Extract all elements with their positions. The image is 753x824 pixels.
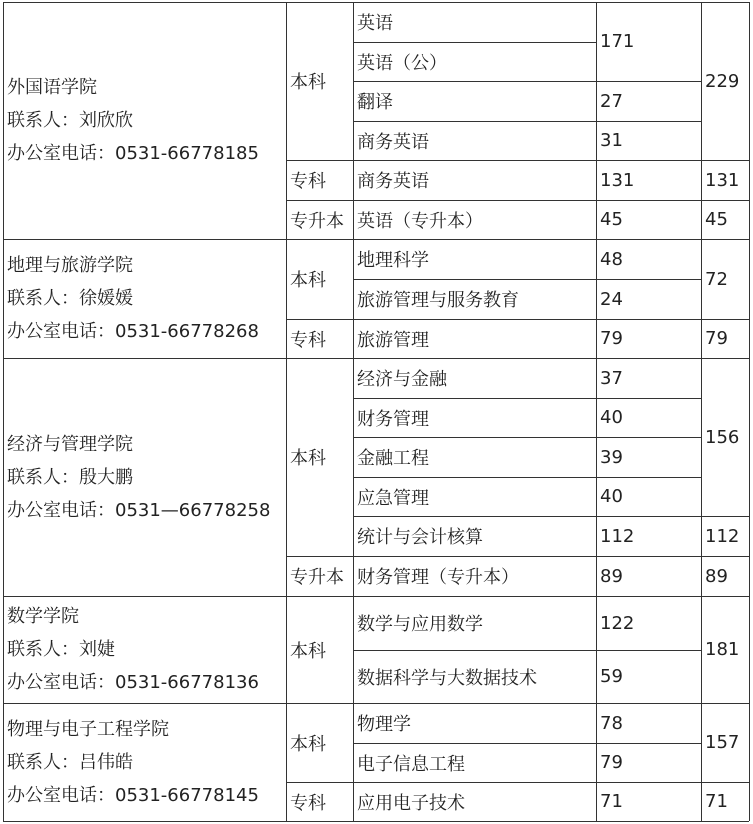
row-divider	[353, 596, 596, 597]
enrollment-total: 131	[705, 169, 740, 191]
row-divider	[286, 556, 353, 557]
row-divider	[596, 358, 701, 359]
college-contact: 联系人：徐媛媛	[7, 288, 133, 309]
row-divider	[596, 596, 701, 597]
column-divider	[749, 319, 750, 358]
college-contact: 联系人：刘欣欣	[7, 110, 133, 131]
major-name: 财务管理（专升本）	[357, 567, 519, 588]
row-divider	[353, 703, 596, 704]
row-divider	[353, 477, 596, 478]
column-divider	[701, 239, 702, 319]
column-divider	[353, 319, 354, 358]
column-divider	[286, 358, 287, 596]
education-level: 专科	[290, 792, 326, 814]
enrollment-count: 78	[600, 712, 623, 734]
column-divider	[3, 239, 4, 358]
column-divider	[701, 556, 702, 596]
major-name: 金融工程	[357, 448, 429, 469]
major-name: 地理科学	[357, 250, 429, 271]
education-level: 专升本	[290, 210, 344, 232]
major-name: 经济与金融	[357, 369, 447, 390]
column-divider	[596, 398, 597, 437]
enrollment-total: 157	[705, 732, 740, 753]
major-name: 物理学	[357, 714, 411, 735]
enrollment-total: 72	[705, 268, 728, 290]
row-divider	[701, 596, 749, 597]
college-name: 外国语学院	[7, 77, 97, 98]
column-divider	[596, 200, 597, 239]
row-divider	[3, 821, 286, 822]
row-divider	[353, 650, 596, 651]
college-contact: 联系人：殷大鹏	[7, 466, 133, 488]
column-divider	[596, 437, 597, 477]
enrollment-count: 171	[600, 31, 635, 52]
row-divider	[596, 160, 701, 161]
row-divider	[353, 782, 596, 783]
college-info	[3, 2, 286, 239]
enrollment-count: 79	[600, 752, 623, 773]
enrollment-total: 79	[705, 328, 728, 349]
column-divider	[749, 516, 750, 556]
college-name: 经济与管理学院	[7, 433, 133, 455]
column-divider	[353, 200, 354, 239]
major-name: 商务英语	[357, 171, 429, 192]
column-divider	[596, 782, 597, 821]
column-divider	[596, 279, 597, 319]
row-divider	[286, 821, 353, 822]
enrollment-count: 40	[600, 486, 623, 507]
column-divider	[701, 358, 702, 516]
row-divider	[353, 121, 596, 122]
major-name: 旅游管理与服务教育	[357, 290, 519, 311]
row-divider	[286, 703, 353, 704]
college-phone: 办公室电话：0531-66778185	[7, 143, 259, 164]
column-divider	[596, 121, 597, 160]
enrollment-count: 112	[600, 525, 635, 547]
column-divider	[286, 239, 287, 358]
row-divider	[3, 239, 286, 240]
college-phone: 办公室电话：0531-66778268	[7, 321, 259, 342]
enrollment-count: 131	[600, 169, 635, 191]
column-divider	[701, 160, 702, 200]
college-details	[7, 600, 259, 699]
row-divider	[596, 121, 701, 122]
enrollment-count: 89	[600, 565, 623, 587]
college-info	[3, 239, 286, 358]
column-divider	[749, 556, 750, 596]
college-phone: 办公室电话：0531-66778145	[7, 784, 259, 806]
column-divider	[596, 239, 597, 279]
row-divider	[596, 2, 701, 3]
column-divider	[596, 358, 597, 398]
row-divider	[596, 556, 701, 557]
column-divider	[286, 2, 287, 239]
enrollment-count: 40	[600, 407, 623, 428]
column-divider	[701, 200, 702, 239]
row-divider	[353, 81, 596, 82]
major-name: 旅游管理	[357, 329, 429, 351]
column-divider	[596, 81, 597, 121]
column-divider	[749, 358, 750, 516]
row-divider	[701, 160, 749, 161]
column-divider	[701, 319, 702, 358]
column-divider	[701, 703, 702, 782]
row-divider	[353, 516, 596, 517]
major-name: 应急管理	[357, 487, 429, 509]
enrollment-total: 156	[705, 426, 740, 448]
column-divider	[353, 596, 354, 703]
major-name: 应用电子技术	[357, 792, 465, 814]
row-divider	[701, 516, 749, 517]
college-info	[3, 596, 286, 703]
college-details	[7, 713, 259, 812]
enrollment-count: 71	[600, 791, 623, 812]
row-divider	[701, 703, 749, 704]
column-divider	[596, 596, 597, 650]
college-phone: 办公室电话：0531-66778136	[7, 672, 259, 693]
column-divider	[749, 200, 750, 239]
column-divider	[701, 596, 702, 703]
column-divider	[353, 239, 354, 319]
column-divider	[749, 2, 750, 160]
column-divider	[596, 703, 597, 743]
column-divider	[749, 782, 750, 821]
row-divider	[596, 279, 701, 280]
enrollment-count: 79	[600, 328, 623, 349]
row-divider	[701, 2, 749, 3]
enrollment-count: 59	[600, 666, 623, 687]
college-contact: 联系人：吕伟皓	[7, 751, 133, 773]
row-divider	[286, 160, 353, 161]
row-divider	[286, 319, 353, 320]
enrollment-total: 112	[705, 525, 740, 547]
column-divider	[3, 2, 4, 239]
row-divider	[701, 821, 749, 822]
enrollment-count: 122	[600, 612, 635, 634]
row-divider	[596, 650, 701, 651]
college-name: 物理与电子工程学院	[7, 718, 169, 740]
row-divider	[353, 2, 596, 3]
major-name: 英语（公）	[357, 52, 447, 74]
enrollment-total: 45	[705, 209, 728, 230]
major-name: 电子信息工程	[357, 753, 465, 775]
education-level: 本科	[290, 733, 326, 755]
row-divider	[353, 556, 596, 557]
college-contact: 联系人：刘婕	[7, 639, 115, 660]
major-name: 统计与会计核算	[357, 527, 483, 548]
column-divider	[596, 2, 597, 81]
college-name: 地理与旅游学院	[7, 255, 133, 276]
column-divider	[596, 743, 597, 782]
row-divider	[286, 596, 353, 597]
row-divider	[353, 42, 596, 43]
row-divider	[701, 556, 749, 557]
column-divider	[353, 703, 354, 782]
row-divider	[596, 437, 701, 438]
column-divider	[596, 160, 597, 200]
row-divider	[701, 239, 749, 240]
education-level: 本科	[290, 640, 326, 662]
major-name: 英语	[357, 13, 393, 34]
row-divider	[596, 200, 701, 201]
column-divider	[3, 703, 4, 821]
row-divider	[596, 398, 701, 399]
college-name: 数学学院	[7, 606, 79, 627]
column-divider	[701, 516, 702, 556]
enrollment-total: 229	[705, 70, 740, 92]
column-divider	[596, 556, 597, 596]
row-divider	[286, 200, 353, 201]
enrollment-count: 31	[600, 130, 623, 151]
row-divider	[353, 279, 596, 280]
row-divider	[353, 437, 596, 438]
education-level: 专升本	[290, 567, 344, 588]
column-divider	[749, 160, 750, 200]
column-divider	[596, 477, 597, 516]
college-info	[3, 358, 286, 596]
row-divider	[353, 160, 596, 161]
row-divider	[353, 398, 596, 399]
enrollment-count: 37	[600, 367, 623, 389]
column-divider	[596, 319, 597, 358]
row-divider	[353, 821, 596, 822]
row-divider	[353, 239, 596, 240]
row-divider	[596, 319, 701, 320]
enrollment-count: 39	[600, 446, 623, 468]
college-phone: 办公室电话：0531—66778258	[7, 499, 271, 521]
column-divider	[596, 516, 597, 556]
column-divider	[353, 358, 354, 556]
row-divider	[286, 358, 353, 359]
education-level: 本科	[290, 448, 326, 469]
college-details	[7, 249, 259, 348]
enrollment-count: 24	[600, 288, 623, 310]
column-divider	[596, 650, 597, 703]
row-divider	[353, 743, 596, 744]
row-divider	[596, 703, 701, 704]
column-divider	[353, 2, 354, 160]
college-info	[3, 703, 286, 821]
column-divider	[353, 160, 354, 200]
row-divider	[286, 2, 353, 3]
column-divider	[353, 782, 354, 821]
column-divider	[3, 358, 4, 596]
column-divider	[353, 556, 354, 596]
row-divider	[596, 821, 701, 822]
major-name: 数学与应用数学	[357, 614, 483, 635]
row-divider	[3, 703, 286, 704]
row-divider	[3, 596, 286, 597]
education-level: 本科	[290, 72, 326, 93]
row-divider	[596, 477, 701, 478]
column-divider	[3, 596, 4, 703]
column-divider	[701, 782, 702, 821]
education-level: 专科	[290, 171, 326, 192]
major-name: 英语（专升本）	[357, 210, 483, 232]
row-divider	[596, 81, 701, 82]
major-name: 财务管理	[357, 408, 429, 430]
column-divider	[701, 2, 702, 160]
enrollment-count: 45	[600, 209, 623, 230]
column-divider	[286, 703, 287, 821]
major-name: 数据科学与大数据技术	[357, 667, 537, 689]
row-divider	[701, 200, 749, 201]
row-divider	[596, 782, 701, 783]
enrollment-total: 71	[705, 791, 728, 812]
row-divider	[701, 319, 749, 320]
enrollment-count: 27	[600, 90, 623, 112]
college-details	[7, 428, 270, 527]
row-divider	[353, 319, 596, 320]
column-divider	[749, 703, 750, 782]
row-divider	[701, 358, 749, 359]
education-level: 本科	[290, 270, 326, 291]
column-divider	[749, 239, 750, 319]
college-details	[7, 71, 259, 170]
row-divider	[286, 782, 353, 783]
row-divider	[353, 200, 596, 201]
row-divider	[3, 2, 286, 3]
major-name: 商务英语	[357, 131, 429, 153]
row-divider	[286, 239, 353, 240]
enrollment-total: 89	[705, 565, 728, 587]
column-divider	[749, 596, 750, 703]
row-divider	[596, 743, 701, 744]
column-divider	[286, 596, 287, 703]
enrollment-total: 181	[705, 639, 740, 660]
row-divider	[3, 358, 286, 359]
major-name: 翻译	[357, 92, 393, 113]
row-divider	[596, 239, 701, 240]
row-divider	[353, 358, 596, 359]
enrollment-count: 48	[600, 248, 623, 270]
row-divider	[596, 516, 701, 517]
education-level: 专科	[290, 329, 326, 351]
row-divider	[701, 782, 749, 783]
